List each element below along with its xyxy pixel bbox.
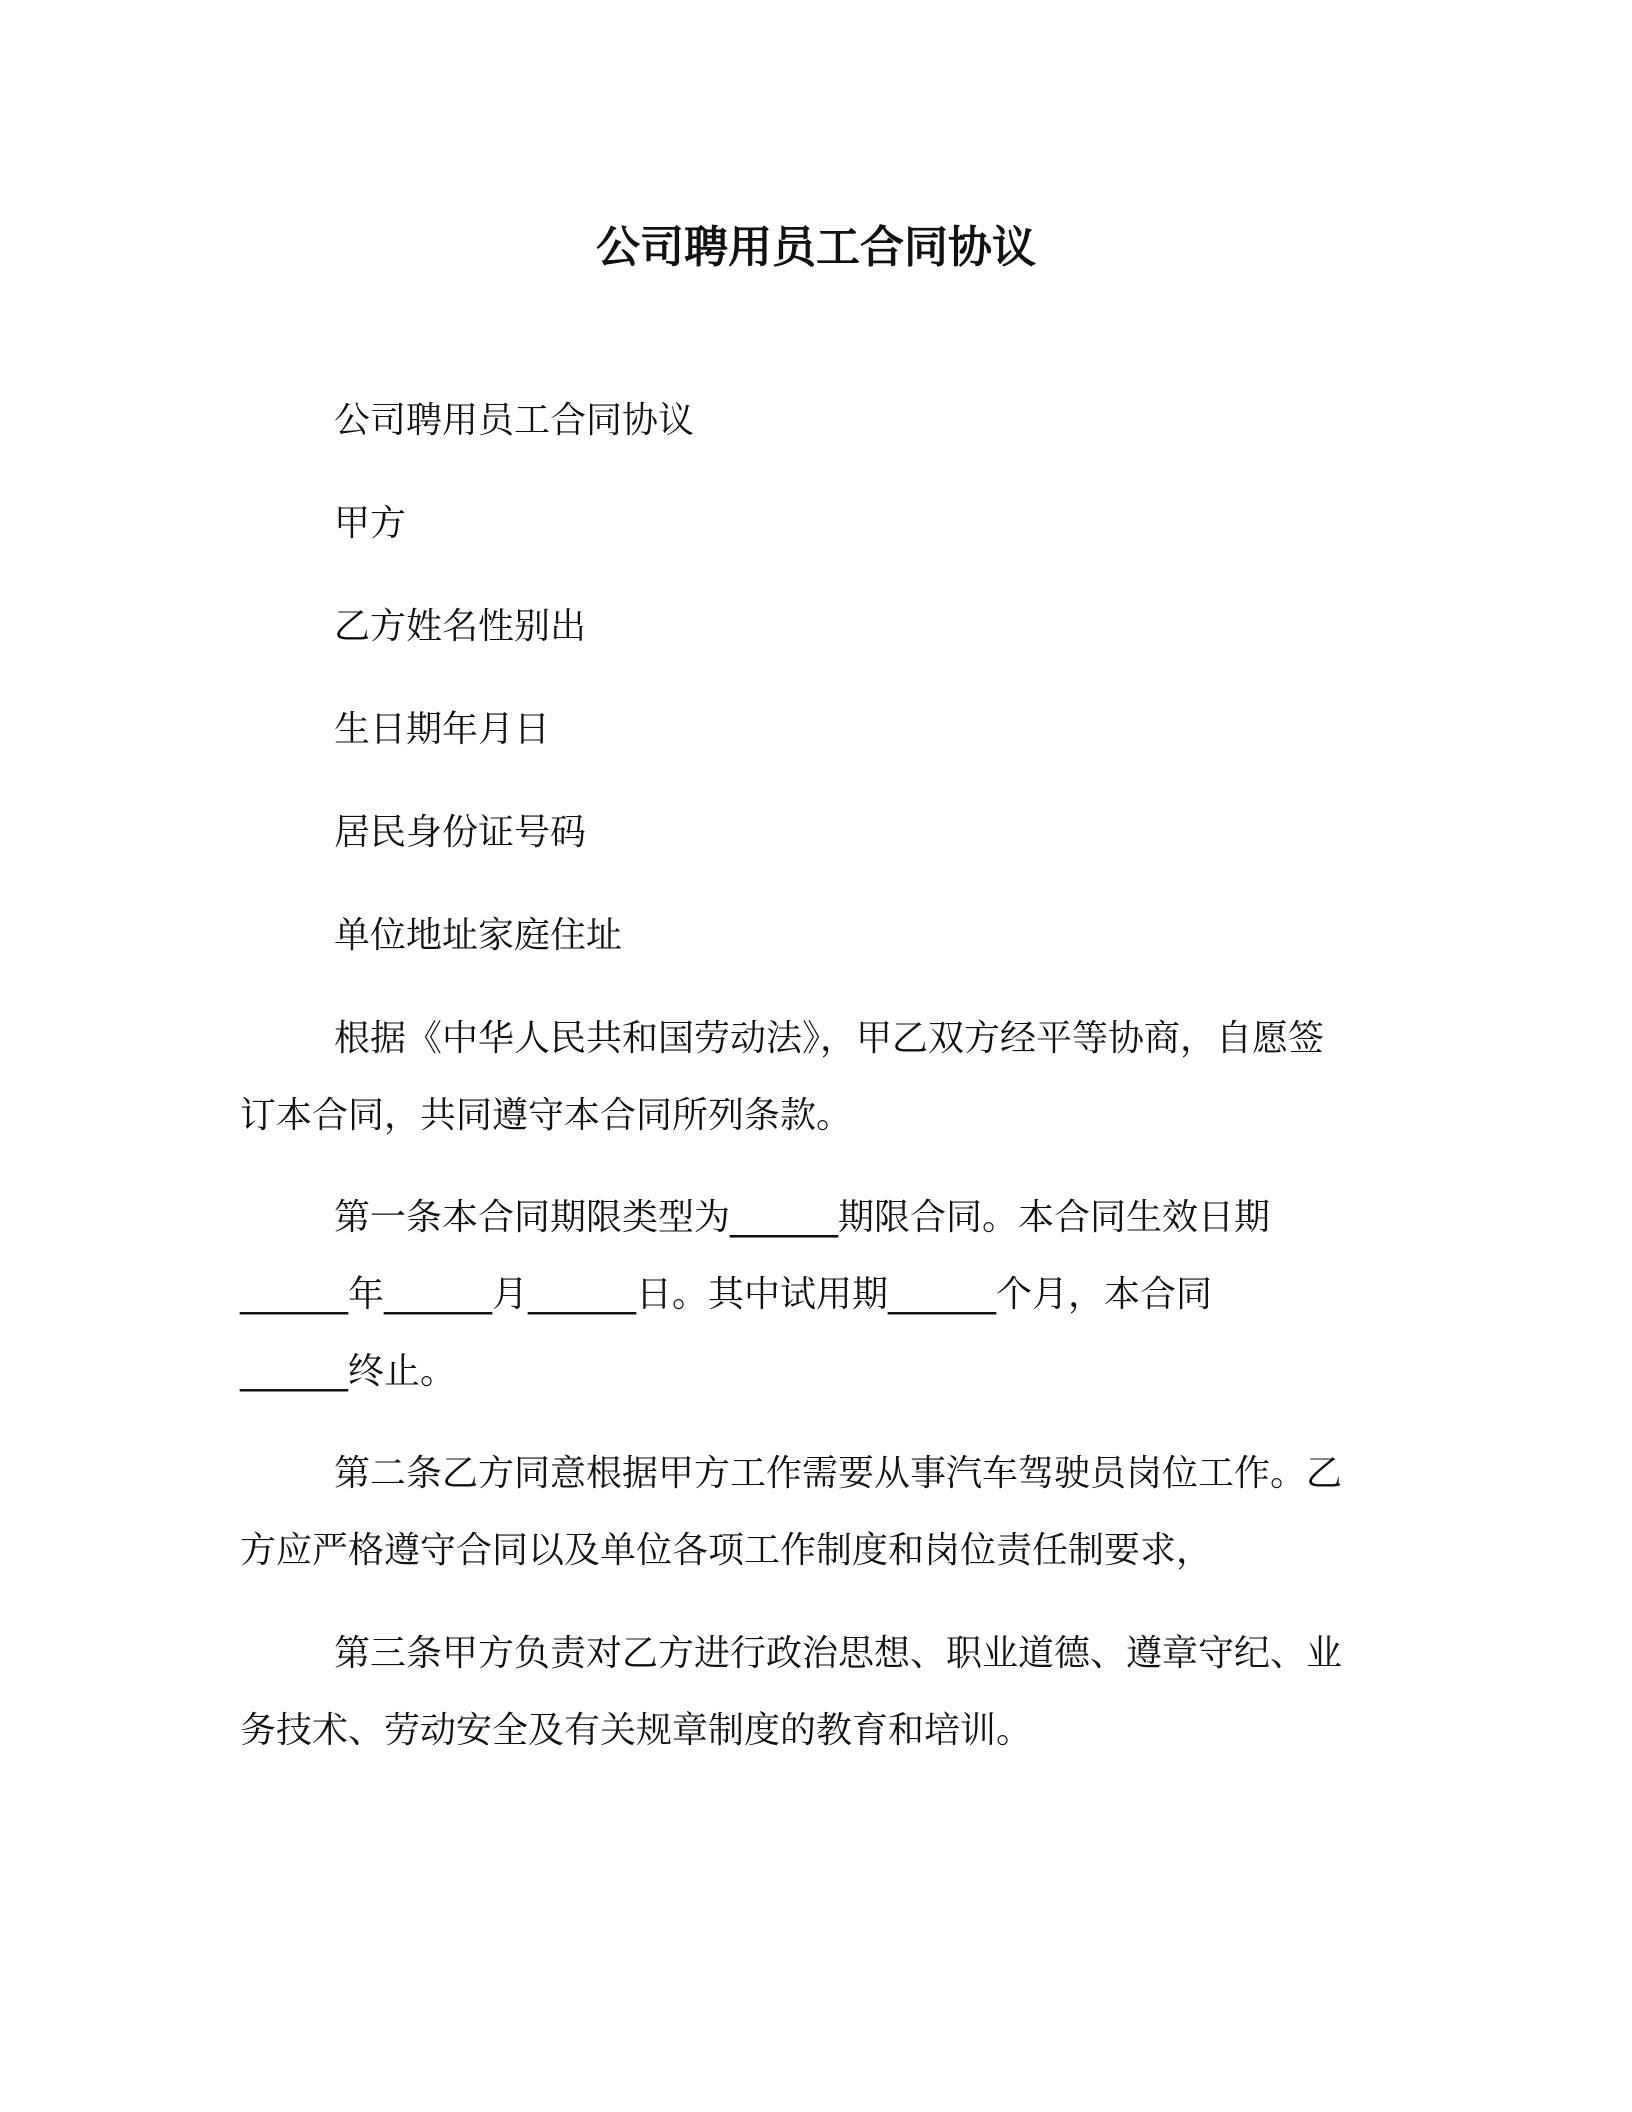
- field-id-number: 居民身份证号码: [334, 812, 587, 853]
- field-contract-name: 公司聘用员工合同协议: [334, 400, 695, 441]
- document-title: 公司聘用员工合同协议: [596, 222, 1036, 273]
- paragraph-preamble: [240, 1015, 1380, 1169]
- paragraph-line: 订本合同，共同遵守本合同所列条款。: [240, 1095, 853, 1136]
- paragraph-line: 第一条本合同期限类型为______期限合同。本合同生效日期: [334, 1197, 1271, 1238]
- field-address: 单位地址家庭住址: [334, 915, 623, 956]
- paragraph-line: 根据《中华人民共和国劳动法》，甲乙双方经平等协商，自愿签: [334, 1018, 1325, 1059]
- paragraph-article-3: [240, 1630, 1380, 1784]
- paragraph-line: 第三条甲方负责对乙方进行政治思想、职业道德、遵章守纪、业: [334, 1633, 1343, 1674]
- paragraph-line: 第二条乙方同意根据甲方工作需要从事汽车驾驶员岗位工作。乙: [334, 1453, 1343, 1494]
- field-birth-date: 生日期年月日: [334, 709, 551, 750]
- paragraph-article-1: [240, 1194, 1380, 1425]
- paragraph-article-2: [240, 1450, 1380, 1604]
- field-party-a: 甲方: [334, 503, 407, 544]
- paragraph-line: 务技术、劳动安全及有关规章制度的教育和培训。: [240, 1710, 1033, 1751]
- paragraph-line: ______年______月______日。其中试用期______个月，本合同: [240, 1274, 1213, 1315]
- paragraph-line: 方应严格遵守合同以及单位各项工作制度和岗位责任制要求，: [240, 1530, 1213, 1571]
- paragraph-line: ______终止。: [240, 1351, 457, 1392]
- field-party-b-name-gender: 乙方姓名性别出: [334, 606, 587, 647]
